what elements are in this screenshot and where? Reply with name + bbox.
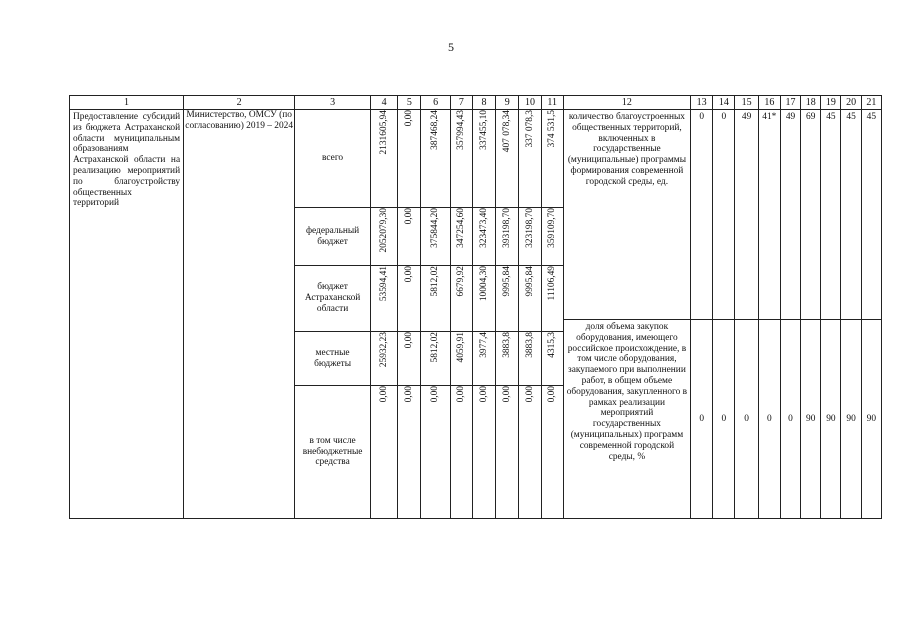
value-text: 359109,70 <box>546 208 557 248</box>
value-cell <box>472 386 495 519</box>
value-text: 375844,20 <box>430 208 441 248</box>
indicator-value: 45 <box>821 110 841 320</box>
indicator-value: 0 <box>713 110 735 320</box>
value-cell <box>450 386 472 519</box>
header-cell: 6 <box>421 96 450 110</box>
value-cell <box>472 266 495 332</box>
indicator-value: 41* <box>758 110 780 320</box>
indicator-value: 90 <box>841 320 861 519</box>
value-cell <box>472 332 495 386</box>
value-cell <box>398 110 421 208</box>
indicator-name: доля объема закупок оборудования, имеющего российское происхождение, в том числе оборудования, закупаемого при выполнении работ, в общем объеме оборудования, закупленного в рамках реализации мероприятий государственных (муниципальных) программ современной городской среды, % <box>563 320 690 519</box>
value-text: 337455,10 <box>478 110 489 150</box>
value-cell <box>496 266 519 332</box>
value-cell <box>450 332 472 386</box>
value-cell <box>519 386 541 519</box>
header-cell: 17 <box>780 96 800 110</box>
value-cell <box>519 332 541 386</box>
value-text: 323198,70 <box>524 208 535 248</box>
value-cell <box>421 266 450 332</box>
indicator-value: 49 <box>735 110 758 320</box>
value-text: 9995,84 <box>501 266 512 297</box>
value-cell <box>496 386 519 519</box>
indicator-name: количество благоустроенных общественных территорий, включенных в государственные (муниципальные) программы формирования современной городской среды, ед. <box>563 110 690 320</box>
value-text: 4315,3 <box>546 332 557 358</box>
header-cell: 20 <box>841 96 861 110</box>
value-text: 0,00 <box>430 386 441 403</box>
indicator-value: 0 <box>691 110 713 320</box>
value-text: 0,00 <box>403 386 414 403</box>
value-cell <box>472 208 495 266</box>
value-cell <box>421 332 450 386</box>
table-row <box>70 110 882 208</box>
value-text: 5812,02 <box>430 266 441 297</box>
header-cell: 15 <box>735 96 758 110</box>
indicator-value: 90 <box>821 320 841 519</box>
indicator-value: 0 <box>758 320 780 519</box>
header-cell: 5 <box>398 96 421 110</box>
header-cell: 7 <box>450 96 472 110</box>
value-cell <box>370 332 397 386</box>
header-cell: 9 <box>496 96 519 110</box>
source-label: всего <box>295 110 371 208</box>
indicator-value: 0 <box>713 320 735 519</box>
value-text: 2131605,94 <box>378 110 389 155</box>
value-text: 0,00 <box>546 386 557 403</box>
value-text: 323473,40 <box>478 208 489 248</box>
value-cell <box>370 386 397 519</box>
value-text: 11106,49 <box>546 266 557 301</box>
value-text: 357994,43 <box>455 110 466 150</box>
header-cell: 1 <box>70 96 184 110</box>
header-cell: 16 <box>758 96 780 110</box>
value-cell <box>398 386 421 519</box>
value-cell <box>496 110 519 208</box>
value-cell <box>398 332 421 386</box>
value-text: 0,00 <box>455 386 466 403</box>
value-text: 347254,60 <box>455 208 466 248</box>
indicator-value: 49 <box>780 110 800 320</box>
value-cell <box>421 208 450 266</box>
indicator-value: 69 <box>801 110 821 320</box>
value-text: 4059,91 <box>455 332 466 363</box>
value-cell <box>519 110 541 208</box>
value-cell <box>496 332 519 386</box>
value-text: 0,00 <box>403 332 414 349</box>
value-text: 3883,8 <box>524 332 535 358</box>
value-text: 2052079,30 <box>378 208 389 253</box>
indicator-value: 45 <box>861 110 881 320</box>
value-text: 0,00 <box>403 266 414 283</box>
measure-description: Предоставление субсидий из бюджета Астраханской области муниципальным образованиям Астраханской области на реализацию мероприятий по благоустройству общественных территорий <box>70 110 184 519</box>
value-text: 0,00 <box>501 386 512 403</box>
value-cell <box>398 266 421 332</box>
source-label: федеральный бюджет <box>295 208 371 266</box>
indicator-value: 0 <box>691 320 713 519</box>
header-cell: 4 <box>370 96 397 110</box>
value-cell <box>370 208 397 266</box>
value-text: 387468,24 <box>430 110 441 150</box>
header-cell: 18 <box>801 96 821 110</box>
header-cell: 2 <box>184 96 295 110</box>
page-number: 5 <box>448 40 454 54</box>
value-cell <box>450 208 472 266</box>
indicator-value: 90 <box>801 320 821 519</box>
value-cell <box>541 332 563 386</box>
value-cell <box>421 110 450 208</box>
source-label: бюджет Астраханской области <box>295 266 371 332</box>
value-text: 0,00 <box>524 386 535 403</box>
value-cell <box>450 266 472 332</box>
value-text: 0,00 <box>403 110 414 127</box>
header-cell: 3 <box>295 96 371 110</box>
value-cell <box>541 386 563 519</box>
value-cell <box>519 208 541 266</box>
value-text: 3977,4 <box>478 332 489 358</box>
value-cell <box>496 208 519 266</box>
header-row <box>70 96 882 110</box>
value-text: 0,00 <box>403 208 414 225</box>
header-cell: 21 <box>861 96 881 110</box>
header-cell: 14 <box>713 96 735 110</box>
value-text: 10004,30 <box>478 266 489 302</box>
indicator-value: 0 <box>735 320 758 519</box>
value-text: 393198,70 <box>501 208 512 248</box>
indicator-value: 45 <box>841 110 861 320</box>
header-cell: 12 <box>563 96 690 110</box>
value-cell <box>519 266 541 332</box>
source-label: местные бюджеты <box>295 332 371 386</box>
value-text: 3883,8 <box>501 332 512 358</box>
indicator-value: 0 <box>780 320 800 519</box>
header-cell: 10 <box>519 96 541 110</box>
value-cell <box>370 110 397 208</box>
header-cell: 11 <box>541 96 563 110</box>
value-cell <box>541 266 563 332</box>
program-table <box>69 95 882 519</box>
value-text: 9995,84 <box>524 266 535 297</box>
value-cell <box>398 208 421 266</box>
header-cell: 8 <box>472 96 495 110</box>
value-text: 337 078,3 <box>524 110 535 148</box>
value-cell <box>541 110 563 208</box>
value-cell <box>370 266 397 332</box>
value-cell <box>450 110 472 208</box>
value-text: 0,00 <box>378 386 389 403</box>
value-text: 5812,02 <box>430 332 441 363</box>
value-cell <box>421 386 450 519</box>
value-text: 407 078,34 <box>501 110 512 153</box>
source-label: в том числе внебюджетные средства <box>295 386 371 519</box>
header-cell: 13 <box>691 96 713 110</box>
value-text: 374 531,5 <box>546 110 557 148</box>
value-cell <box>472 110 495 208</box>
value-text: 0,00 <box>478 386 489 403</box>
value-cell <box>541 208 563 266</box>
value-text: 25932,23 <box>378 332 389 368</box>
value-text: 53594,41 <box>378 266 389 302</box>
header-cell: 19 <box>821 96 841 110</box>
indicator-value: 90 <box>861 320 881 519</box>
measure-executor: Министерство, ОМСУ (по согласованию) 2019 – 2024 <box>184 110 295 519</box>
value-text: 6679,92 <box>455 266 466 297</box>
